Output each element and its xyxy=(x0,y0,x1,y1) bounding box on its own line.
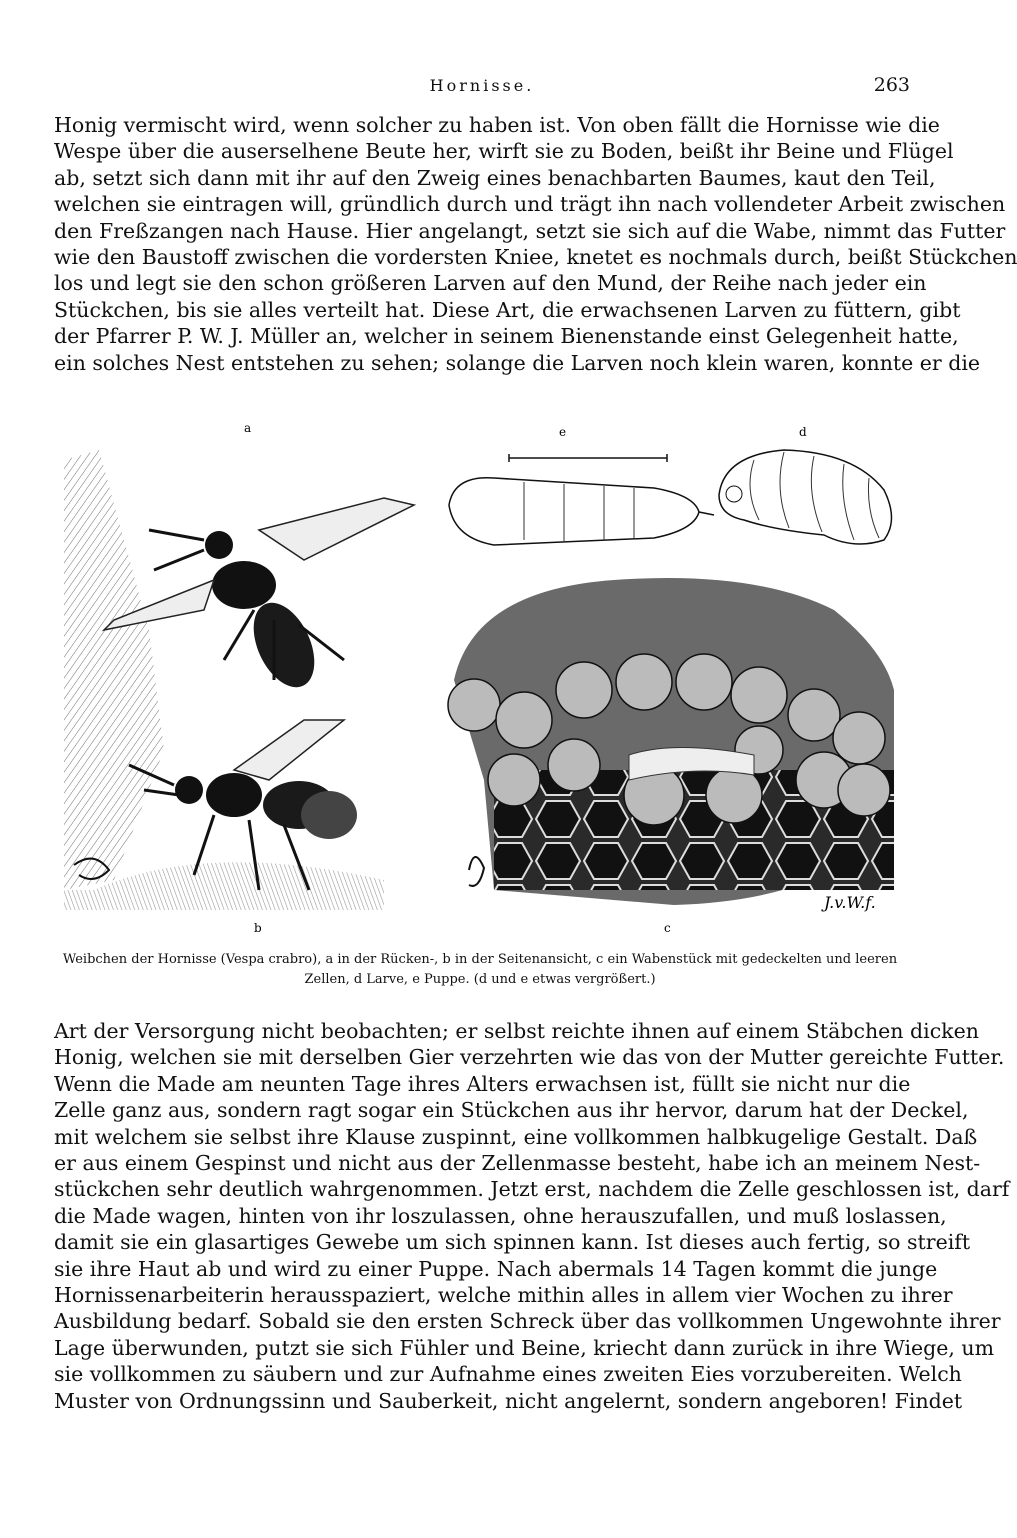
text-line: los und legt sie den schon größeren Larven auf den Mund, der Reihe nach jeder ein xyxy=(54,271,927,296)
caption-line: Weibchen der Hornisse (Vespa crabro), a in der Rücken-, b in der Seitenansicht, c ein Wabenstück mit gedeckelten und leeren xyxy=(62,952,898,967)
top-paragraph xyxy=(54,112,1017,376)
signature-right: J.v.W.f. xyxy=(824,893,876,912)
text-line: damit sie ein glasartiges Gewebe um sich spinnen kann. Ist dieses auch fertig, so streift xyxy=(54,1230,971,1255)
text-line: der Pfarrer P. W. J. Müller an, welcher in seinem Bienenstande einst Gelegenheit hatte, xyxy=(54,324,959,349)
caption-line: Zellen, d Larve, e Puppe. (d und e etwas vergrößert.) xyxy=(304,972,656,987)
text-line: Stückchen, bis sie alles verteilt hat. Diese Art, die erwachsenen Larven zu füttern, gibt xyxy=(54,297,961,322)
text-line: wie den Baustoff zwischen die vordersten Kniee, knetet es nochmals durch, beißt Stückchen xyxy=(54,245,1017,270)
text-line: sie ihre Haut ab und wird zu einer Puppe. Nach abermals 14 Tagen kommt die junge xyxy=(54,1256,938,1281)
text-line: stückchen sehr deutlich wahrgenommen. Jetzt erst, nachdem die Zelle geschlossen ist, darf xyxy=(54,1177,1010,1202)
text-line: Art der Versorgung nicht beobachten; er selbst reichte ihnen auf einem Stäbchen dicken xyxy=(54,1019,979,1043)
bottom-paragraph xyxy=(54,1018,1010,1414)
figure-caption xyxy=(54,950,906,990)
text-line: ein solches Nest entstehen zu sehen; solange die Larven noch klein waren, konnte er die xyxy=(54,350,981,375)
hornet-illustration xyxy=(54,420,910,940)
page-number: 263 xyxy=(873,74,910,96)
text-line: den Freßzangen nach Hause. Hier angelangt, setzt sie sich auf die Wabe, nimmt das Futter xyxy=(54,218,1006,243)
text-line: Honig vermischt wird, wenn solcher zu haben ist. Von oben fällt die Hornisse wie die xyxy=(54,113,940,137)
text-line: Muster von Ordnungssinn und Sauberkeit, nicht angelernt, sondern angeboren! Findet xyxy=(54,1388,963,1413)
comb-c xyxy=(448,578,894,905)
hornets-scene xyxy=(64,450,414,910)
text-line: er aus einem Gespinst und nicht aus der Zellenmasse besteht, habe ich an meinem Nest- xyxy=(54,1151,981,1176)
pupa-e xyxy=(449,454,714,545)
text-line: Hornissenarbeiterin herausspaziert, welche mithin alles in allem vier Wochen zu ihrer xyxy=(54,1283,953,1308)
text-line: Ausbildung bedarf. Sobald sie den ersten Schreck über das vollkommen Ungewohnte ihrer xyxy=(54,1309,1001,1334)
text-line: mit welchem sie selbst ihre Klause zuspinnt, eine vollkommen halbkugelige Gestalt. Daß xyxy=(54,1124,978,1149)
text-line: Honig, welchen sie mit derselben Gier verzehrten wie das von der Mutter gereichte Futter. xyxy=(54,1045,1005,1070)
text-line: Wenn die Made am neunten Tage ihres Alters erwachsen ist, füllt sie nicht nur die xyxy=(54,1071,911,1096)
running-head: Hornisse. xyxy=(429,76,535,95)
label-e: e xyxy=(559,425,567,439)
larva-d xyxy=(719,450,892,544)
text-line: sie vollkommen zu säubern und zur Aufnahme eines zweiten Eies vorzubereiten. Welch xyxy=(54,1362,962,1387)
text-line: ab, setzt sich dann mit ihr auf den Zweig eines benachbarten Baumes, kaut den Teil, xyxy=(54,165,936,190)
label-a: a xyxy=(244,421,252,435)
text-line: Zelle ganz aus, sondern ragt sogar ein Stückchen aus ihr hervor, darum hat der Deckel, xyxy=(54,1098,969,1123)
text-line: Lage überwunden, putzt sie sich Fühler und Beine, kriecht dann zurück in ihre Wiege, um xyxy=(54,1335,995,1360)
page-header xyxy=(54,70,910,100)
engraving-svg xyxy=(54,420,910,940)
label-c: c xyxy=(664,921,671,935)
text-line: Wespe über die auserselhene Beute her, wirft sie zu Boden, beißt ihr Beine und Flügel xyxy=(54,139,954,164)
label-b: b xyxy=(254,921,262,935)
label-d: d xyxy=(799,425,807,439)
text-line: die Made wagen, hinten von ihr loszulassen, ohne herauszufallen, und muß loslassen, xyxy=(54,1203,947,1228)
text-line: welchen sie eintragen will, gründlich durch und trägt ihn nach vollendeter Arbeit zwischen xyxy=(54,192,1006,217)
